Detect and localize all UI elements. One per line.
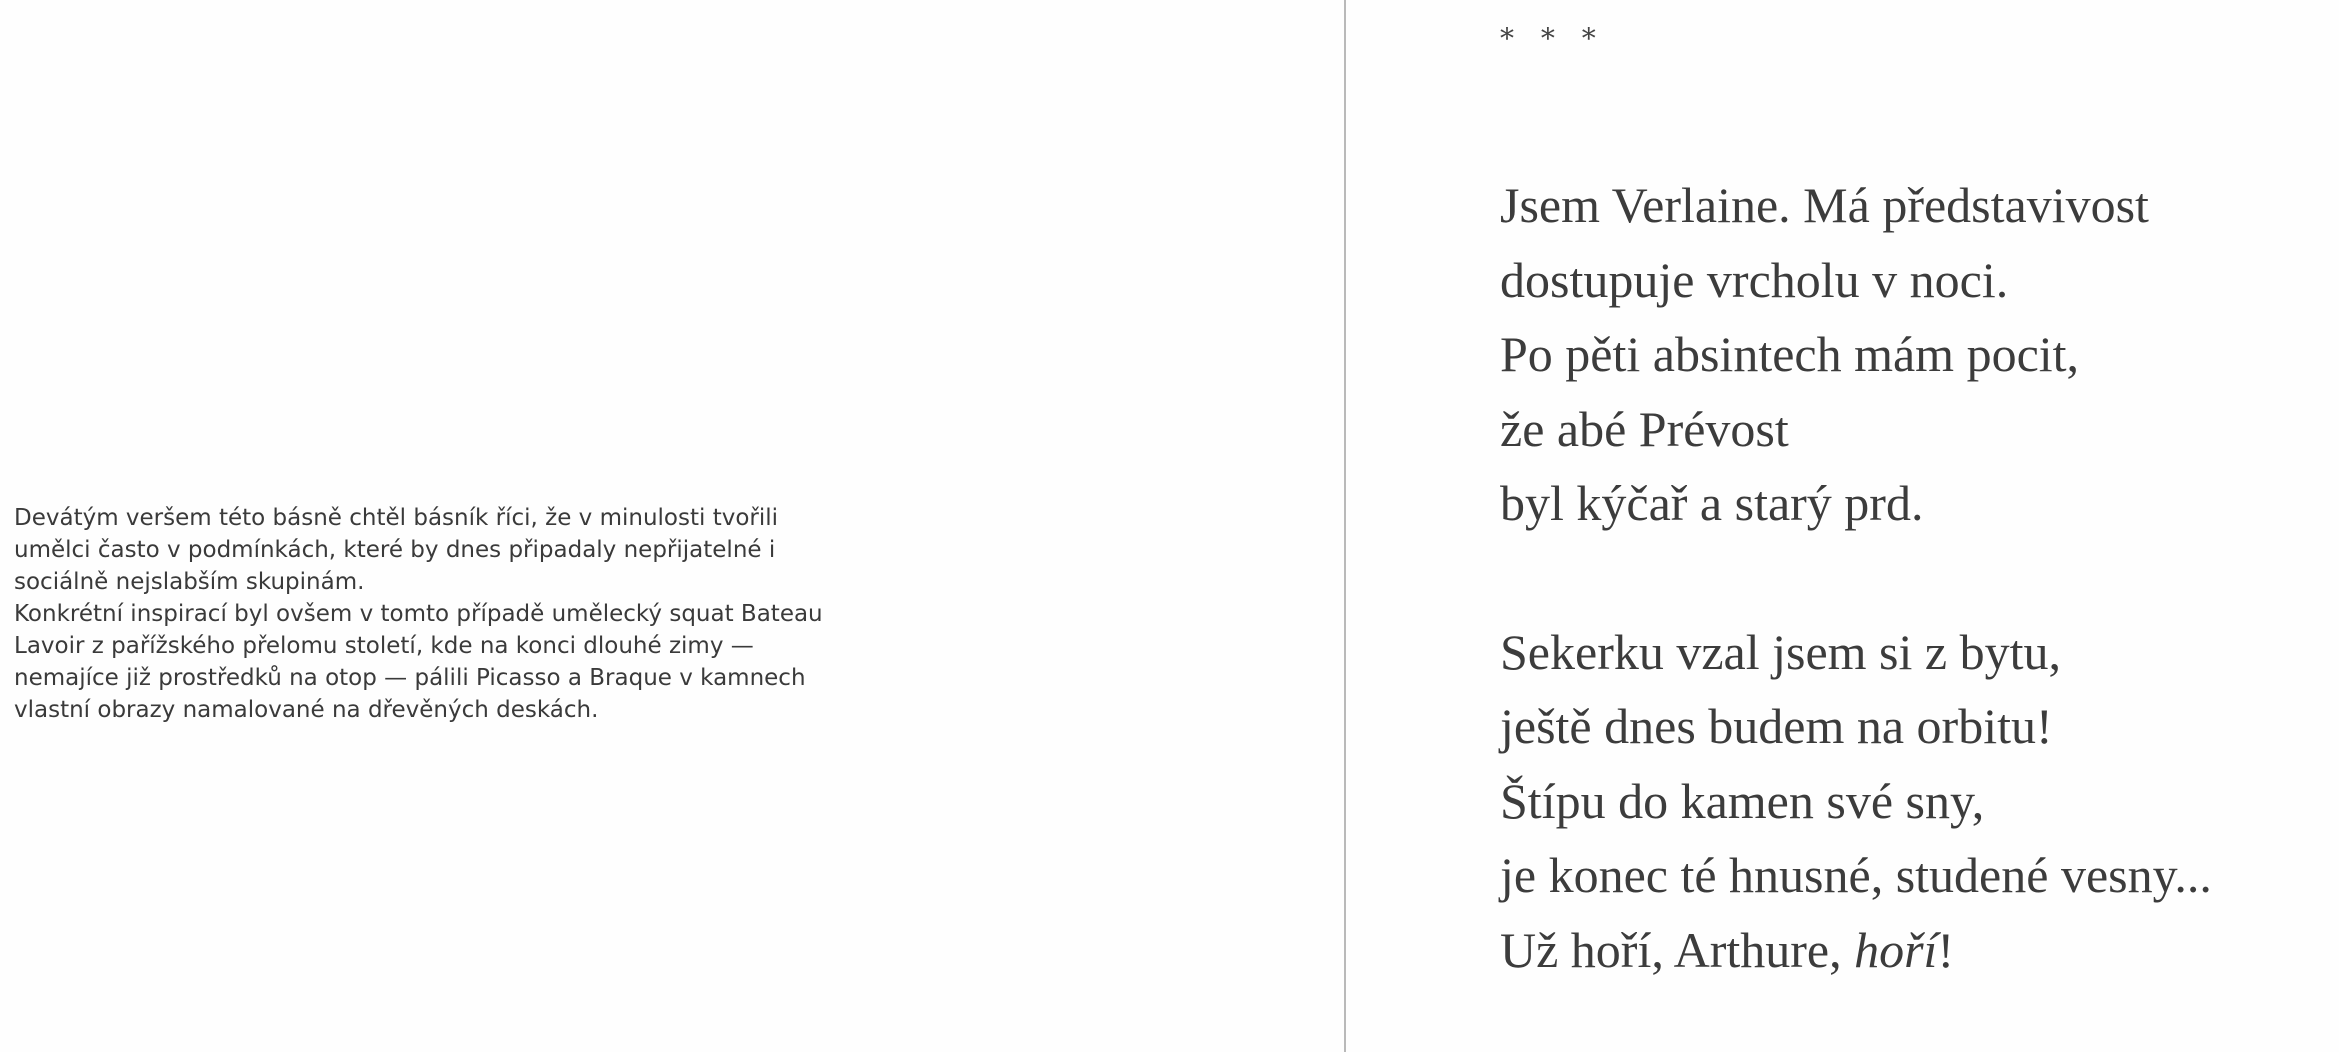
last-verse-start: Už hoří, Arthure, <box>1500 921 1855 978</box>
poem-stanza-1 <box>1500 168 2320 541</box>
poem <box>1500 168 2320 987</box>
note-line: nemajíce již prostředků na otop — pálili Picasso a Braque v kamnech <box>14 665 806 691</box>
poem-verse: Jsem Verlaine. Má představivost <box>1500 177 2149 233</box>
poem-verse: Štípu do kamen své sny, <box>1500 772 1985 829</box>
note-line: vlastní obrazy namalované na dřevěných deskách. <box>14 697 599 723</box>
note-line: Konkrétní inspirací byl ovšem v tomto případě umělecký squat Bateau <box>14 601 823 627</box>
poem-verse: je konec té hnusné, studené vesny... <box>1500 847 2212 903</box>
poem-verse: Po pěti absintech mám pocit, <box>1500 326 2080 382</box>
note-line: umělci často v podmínkách, které by dnes připadaly nepřijatelné i <box>14 537 776 563</box>
note-line: sociálně nejslabším skupinám. <box>14 569 365 595</box>
poem-verse-last <box>1500 913 2320 988</box>
section-ornament: * * * <box>1500 22 1605 55</box>
poem-verse: dostupuje vrcholu v noci. <box>1500 251 2009 308</box>
last-verse-emphasis: hoří <box>1854 921 1938 978</box>
last-verse-end: ! <box>1937 921 1955 978</box>
poem-verse: že abé Prévost <box>1500 400 1789 457</box>
note-line: Devátým veršem této básně chtěl básník říci, že v minulosti tvořili <box>14 505 779 531</box>
footnote-paragraph <box>14 502 944 726</box>
poem-verse: Sekerku vzal jsem si z bytu, <box>1500 623 2061 680</box>
poem-verse: ještě dnes budem na orbitu! <box>1500 698 2053 754</box>
poem-verse: byl kýčař a starý prd. <box>1500 475 1924 531</box>
note-line: Lavoir z pařížského přelomu století, kde na konci dlouhé zimy — <box>14 633 754 659</box>
poem-stanza-2 <box>1500 615 2320 988</box>
